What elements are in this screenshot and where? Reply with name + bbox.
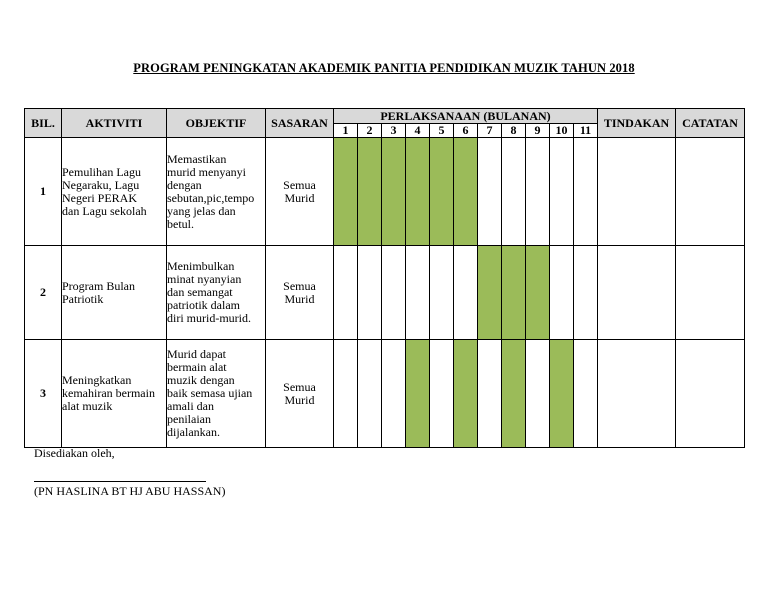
activity-line: Meningkatkan xyxy=(62,373,132,387)
month-header-1: 1 xyxy=(334,124,358,138)
activity-line: Negeri PERAK xyxy=(62,190,137,205)
month-cell-11 xyxy=(574,246,598,340)
month-header-7: 7 xyxy=(478,124,502,138)
objective-line: minat nyanyian xyxy=(167,272,242,286)
objective-line: bermain alat xyxy=(167,360,227,374)
header-row-top xyxy=(25,109,745,124)
month-cell-6 xyxy=(454,246,478,340)
target-cell xyxy=(266,340,334,448)
program-table-body xyxy=(25,138,745,448)
objective-line: Memastikan xyxy=(167,151,227,166)
month-header-11: 11 xyxy=(574,124,598,138)
target-cell xyxy=(266,246,334,340)
target-line: Semua xyxy=(283,379,316,394)
objective-line: penilaian xyxy=(167,412,211,426)
objective-line: Menimbulkan xyxy=(167,259,235,273)
table-row xyxy=(25,138,745,246)
signatory-name: (PN HASLINA BT HJ ABU HASSAN) xyxy=(34,484,226,498)
table-row xyxy=(25,340,745,448)
month-header-9: 9 xyxy=(526,124,550,138)
month-cell-11 xyxy=(574,340,598,448)
row-number: 2 xyxy=(25,246,62,340)
objective-line: baik semasa ujian xyxy=(167,386,253,400)
month-cell-3 xyxy=(382,340,406,448)
activity-cell xyxy=(62,340,167,448)
header-catatan: CATATAN xyxy=(676,109,745,138)
month-cell-11 xyxy=(574,138,598,246)
row-number: 3 xyxy=(25,340,62,448)
objective-line: dan semangat xyxy=(167,285,233,299)
header-bil: BIL. xyxy=(25,109,62,138)
month-cell-2 xyxy=(358,138,382,246)
target-cell xyxy=(266,138,334,246)
activity-cell xyxy=(62,138,167,246)
catatan-cell xyxy=(676,340,745,448)
target-line: Semua xyxy=(283,177,316,192)
header-sasaran: SASARAN xyxy=(266,109,334,138)
header-perlaksanaan: PERLAKSANAAN (BULANAN) xyxy=(334,109,598,124)
objective-line: patriotik dalam xyxy=(167,298,240,312)
objective-line: betul. xyxy=(167,216,194,231)
month-cell-2 xyxy=(358,246,382,340)
month-header-6: 6 xyxy=(454,124,478,138)
target-line: Semua xyxy=(283,278,316,293)
month-cell-10 xyxy=(550,340,574,448)
objective-cell xyxy=(167,340,266,448)
objective-line: muzik dengan xyxy=(167,373,235,387)
month-cell-7 xyxy=(478,138,502,246)
activity-line: kemahiran bermain xyxy=(62,386,155,400)
objective-line: diri murid-murid. xyxy=(167,311,251,325)
month-header-3: 3 xyxy=(382,124,406,138)
objective-line: dijalankan. xyxy=(167,425,220,439)
target-line: Murid xyxy=(284,291,315,306)
month-cell-6 xyxy=(454,340,478,448)
header-aktiviti: AKTIVITI xyxy=(62,109,167,138)
month-cell-7 xyxy=(478,340,502,448)
objective-cell xyxy=(167,246,266,340)
month-cell-1 xyxy=(334,246,358,340)
activity-line: Pemulihan Lagu xyxy=(62,164,141,179)
month-cell-8 xyxy=(502,138,526,246)
activity-cell xyxy=(62,246,167,340)
month-cell-4 xyxy=(406,138,430,246)
catatan-cell xyxy=(676,138,745,246)
month-header-8: 8 xyxy=(502,124,526,138)
month-header-5: 5 xyxy=(430,124,454,138)
month-cell-9 xyxy=(526,246,550,340)
month-cell-8 xyxy=(502,340,526,448)
month-cell-1 xyxy=(334,340,358,448)
month-cell-5 xyxy=(430,340,454,448)
activity-line: Negaraku, Lagu xyxy=(62,177,140,192)
objective-line: murid menyanyi xyxy=(167,164,246,179)
tindakan-cell xyxy=(598,246,676,340)
document-title: PROGRAM PENINGKATAN AKADEMIK PANITIA PENDIDIKAN MUZIK TAHUN 2018 xyxy=(133,61,635,75)
month-cell-3 xyxy=(382,138,406,246)
activity-line: Program Bulan xyxy=(62,278,135,293)
month-cell-10 xyxy=(550,246,574,340)
objective-line: amali dan xyxy=(167,399,214,413)
month-header-4: 4 xyxy=(406,124,430,138)
tindakan-cell xyxy=(598,340,676,448)
month-cell-4 xyxy=(406,246,430,340)
month-cell-9 xyxy=(526,340,550,448)
activity-line: dan Lagu sekolah xyxy=(62,203,147,218)
activity-line: alat muzik xyxy=(62,399,113,413)
month-header-2: 2 xyxy=(358,124,382,138)
target-line: Murid xyxy=(284,392,315,407)
month-cell-9 xyxy=(526,138,550,246)
signature-line xyxy=(34,481,206,482)
month-cell-1 xyxy=(334,138,358,246)
month-cell-2 xyxy=(358,340,382,448)
month-cell-10 xyxy=(550,138,574,246)
table-row xyxy=(25,246,745,340)
objective-line: dengan xyxy=(167,177,202,192)
row-number: 1 xyxy=(25,138,62,246)
prepared-by-label: Disediakan oleh, xyxy=(34,446,115,460)
activity-line: Patriotik xyxy=(62,291,104,306)
tindakan-cell xyxy=(598,138,676,246)
month-cell-3 xyxy=(382,246,406,340)
objective-line: yang jelas dan xyxy=(167,203,236,218)
month-cell-8 xyxy=(502,246,526,340)
month-cell-6 xyxy=(454,138,478,246)
catatan-cell xyxy=(676,246,745,340)
target-line: Murid xyxy=(284,190,315,205)
month-cell-4 xyxy=(406,340,430,448)
objective-line: Murid dapat xyxy=(167,347,226,361)
header-tindakan: TINDAKAN xyxy=(598,109,676,138)
month-cell-5 xyxy=(430,246,454,340)
objective-cell xyxy=(167,138,266,246)
month-cell-7 xyxy=(478,246,502,340)
month-cell-5 xyxy=(430,138,454,246)
program-table xyxy=(24,108,745,448)
month-header-10: 10 xyxy=(550,124,574,138)
header-objektif: OBJEKTIF xyxy=(167,109,266,138)
objective-line: sebutan,pic,tempo xyxy=(167,190,255,205)
